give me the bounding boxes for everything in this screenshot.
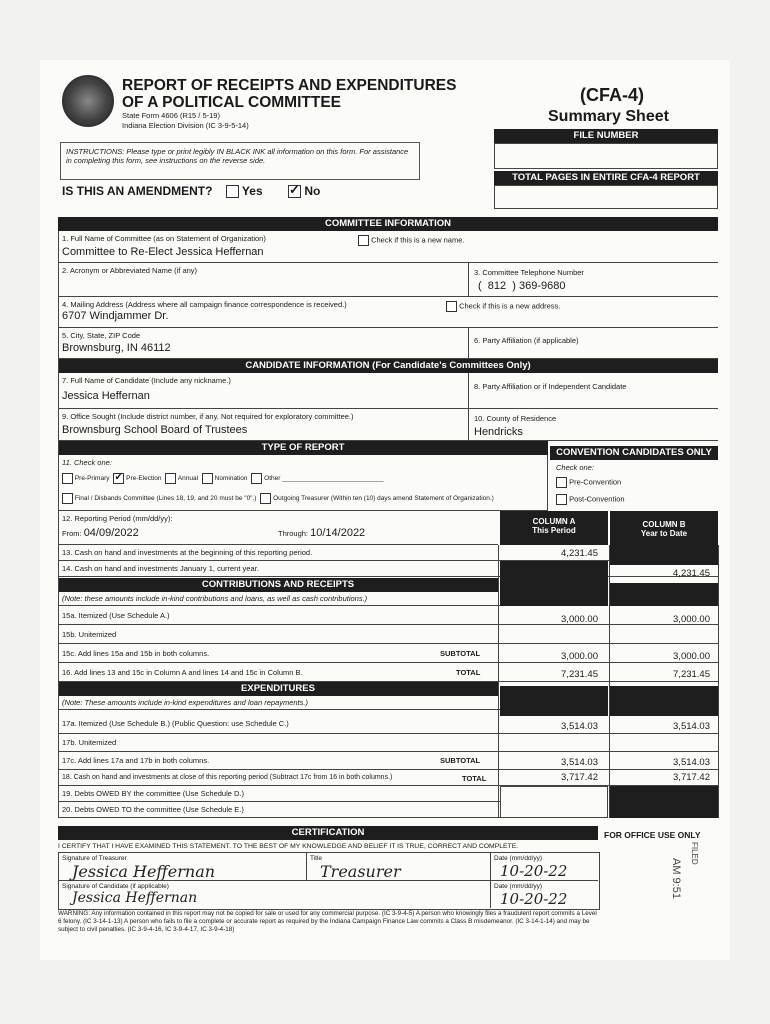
instructions: INSTRUCTIONS: Please type or print legibly IN BLACK INK all information on this form. For assistance in completing this form, see instructions on the reverse side. (60, 142, 420, 180)
line-15c-col-a: 3,000.00 (561, 651, 598, 662)
line-16-col-a: 7,231.45 (561, 669, 598, 680)
address-label: 4. Mailing Address (Address where all campaign finance correspondence is received.) (62, 300, 347, 309)
through-label: Through: (278, 529, 309, 538)
file-number-label: FILE NUMBER (494, 129, 718, 143)
line-18-total: TOTAL (462, 774, 487, 783)
contrib-col-b-blocked (610, 583, 718, 606)
county-value: Hendricks (474, 426, 523, 438)
phone-area: 812 (487, 280, 507, 292)
line-15c (58, 644, 718, 663)
committee-name-value: Committee to Re-Elect Jessica Heffernan (62, 246, 264, 258)
treasurer-signature: Jessica Heffernan (72, 862, 216, 881)
candidate-date: 10-20-22 (500, 890, 568, 908)
line-16 (58, 663, 718, 682)
city-label: 5. City, State, ZIP Code (62, 331, 141, 340)
line-16-total: TOTAL (456, 668, 481, 677)
certification-statement: I CERTIFY THAT I HAVE EXAMINED THIS STATEMENT. TO THE BEST OF MY KNOWLEDGE AND BELIEF IT IS TRUE, CORRECT AND COMPLETE. (58, 843, 519, 850)
amendment-label: IS THIS AN AMENDMENT? (62, 184, 213, 198)
address-value: 6707 Windjammer Dr. (62, 310, 169, 322)
report-type-row (58, 455, 548, 511)
candidate-name-value: Jessica Heffernan (62, 390, 150, 402)
line-13-col-a: 4,231.45 (561, 548, 598, 559)
pre-primary-label: Pre-Primary (74, 475, 110, 483)
filed-stamp: FILED (690, 842, 699, 865)
line-17c-col-a: 3,514.03 (561, 757, 598, 768)
candidate-label: Signature of Candidate (if applicable) (62, 883, 169, 890)
annual-checkbox[interactable] (165, 473, 176, 484)
date-label-treasurer: Date (mm/dd/yy) (494, 855, 543, 862)
acronym-label: 2. Acronym or Abbreviated Name (if any) (62, 266, 198, 275)
from-value: 04/09/2022 (83, 527, 139, 539)
line-14-col-b: 4,231.45 (673, 568, 710, 579)
line-17a-col-a: 3,514.03 (561, 721, 598, 732)
line-18-text: 18. Cash on hand and investments at close of this reporting period (Subtract 17c from 16 in both columns.) (62, 774, 393, 781)
check-one-label: 11. Check one: (62, 458, 112, 467)
amendment-yes-checkbox[interactable] (226, 185, 239, 198)
column-b-title (610, 520, 718, 538)
line-15b: 15b. Unitemized (58, 625, 718, 644)
debts-col-a-field[interactable] (500, 786, 608, 818)
line-19: 19. Debts OWED BY the committee (Use Schedule D.) (58, 786, 500, 802)
pre-convention-label: Pre-Convention (569, 477, 622, 487)
pre-election-checkbox[interactable] (113, 473, 124, 484)
office-label: 9. Office Sought (Include district number, if any. Not required for exploratory committee.) (62, 412, 354, 421)
line-15c-col-b: 3,000.00 (673, 651, 710, 662)
address-row (58, 297, 718, 328)
final-checkbox[interactable] (62, 493, 73, 504)
nomination-label: Nomination (214, 475, 248, 483)
sheet-title: Summary Sheet (548, 108, 669, 125)
report-type-header: TYPE OF REPORT (58, 441, 548, 455)
pre-convention-checkbox[interactable] (556, 477, 567, 488)
line-18 (58, 770, 718, 786)
total-pages-label: TOTAL PAGES IN ENTIRE CFA-4 REPORT (494, 171, 718, 185)
form-number: State Form 4606 (R15 / 5-19) (122, 111, 220, 120)
title-label: Title (310, 855, 323, 862)
post-convention-label: Post-Convention (569, 494, 625, 504)
column-a-title (500, 517, 608, 535)
pre-election-label: Pre-Election (126, 475, 162, 483)
candidate-signature: Jessica Heffernan (72, 890, 198, 906)
candidate-party-label: 8. Party Affiliation or if Independent Candidate (474, 382, 627, 391)
pre-convention-option (556, 477, 621, 488)
line-13: 13. Cash on hand and investments at the beginning of this reporting period. (58, 545, 718, 561)
line-15c-text: 15c. Add lines 15a and 15b in both columns. (62, 649, 210, 658)
annual-label: Annual (177, 475, 199, 483)
amendment-no-checkbox[interactable] (288, 185, 301, 198)
expenditures-note: (Note: These amounts include in-kind expenditures and loan repayments.) (58, 696, 500, 710)
date-label-candidate: Date (mm/dd/yy) (494, 883, 543, 890)
line-15a: 15a. Itemized (Use Schedule A.) (58, 606, 718, 625)
other-checkbox[interactable] (251, 473, 262, 484)
post-convention-checkbox[interactable] (556, 494, 567, 505)
title-value: Treasurer (320, 862, 401, 881)
post-convention-option (556, 494, 625, 505)
line-15a-col-b: 3,000.00 (673, 614, 710, 625)
treasurer-label: Signature of Treasurer (62, 855, 127, 862)
line-18-col-a: 3,717.42 (561, 772, 598, 783)
outgoing-checkbox[interactable] (260, 493, 271, 504)
line-14: 14. Cash on hand and investments January 1, current year. (58, 561, 718, 577)
file-number-field[interactable] (494, 143, 718, 169)
line-17c (58, 752, 718, 770)
office-row (58, 409, 718, 441)
committee-info-header: COMMITTEE INFORMATION (58, 217, 718, 231)
line-17c-col-b: 3,514.03 (673, 757, 710, 768)
final-label: Final / Disbands Committee (Lines 18, 19, and 20 must be "0".) (74, 495, 257, 503)
debts-col-b-blocked (610, 786, 718, 818)
amendment-no-label: No (304, 184, 321, 198)
outgoing-label: Outgoing Treasurer (Within ten (10) days amend Statement of Organization.) (273, 495, 494, 503)
state-seal-icon (62, 75, 114, 127)
candidate-name-row (58, 373, 718, 409)
office-use-label: FOR OFFICE USE ONLY (604, 830, 701, 840)
from-label: From: (62, 529, 82, 538)
form-title (122, 77, 456, 131)
party-label: 6. Party Affiliation (if applicable) (474, 336, 579, 345)
total-pages-field[interactable] (494, 185, 718, 209)
amendment-yes-label: Yes (241, 184, 263, 198)
title-line-1: REPORT OF RECEIPTS AND EXPENDITURES (122, 77, 457, 94)
county-label: 10. County of Residence (474, 414, 557, 423)
new-name-label: Check if this is a new name. (371, 235, 465, 245)
phone-number: 369-9680 (518, 280, 566, 292)
line-16-text: 16. Add lines 13 and 15c in Column A and lines 14 and 15c in Column B. (62, 668, 303, 677)
new-name-checkbox[interactable] (358, 235, 369, 246)
line-15a-col-a: 3,000.00 (561, 614, 598, 625)
pre-primary-checkbox[interactable] (62, 473, 73, 484)
final-options (62, 493, 494, 504)
period-row (58, 511, 498, 545)
col-a-sub: This Period (532, 526, 576, 535)
line-17a: 17a. Itemized (Use Schedule B.) (Public Question: use Schedule C.) (58, 712, 718, 734)
office-value: Brownsburg School Board of Trustees (62, 424, 248, 436)
col-b: COLUMN B (642, 520, 686, 529)
line-17c-text: 17c. Add lines 17a and 17b in both columns. (62, 756, 210, 765)
contributions-header: CONTRIBUTIONS AND RECEIPTS (58, 578, 498, 592)
report-options: Pre-Primary ✓ Pre-Election Annual Nomination Other ____________________________ (62, 473, 383, 484)
line-17c-subtotal: SUBTOTAL (440, 756, 481, 765)
treasurer-date: 10-20-22 (500, 862, 568, 880)
period-from (62, 527, 139, 539)
candidate-name-label: 7. Full Name of Candidate (Include any nickname.) (62, 376, 231, 385)
phone-value: ( 812 ) 369-9680 (478, 280, 566, 292)
contributions-note: (Note: these amounts include in-kind contributions and loans, as well as cash contributions.) (58, 592, 500, 606)
city-row (58, 328, 718, 359)
col-b-sub: Year to Date (640, 529, 688, 538)
line-14-col-a-blocked (500, 561, 608, 606)
line-20: 20. Debts OWED TO the committee (Use Schedule E.) (58, 802, 500, 818)
amendment-question (62, 184, 320, 198)
expenditures-header: EXPENDITURES (58, 682, 498, 696)
nomination-checkbox[interactable] (202, 473, 213, 484)
certification-header: CERTIFICATION (58, 826, 598, 840)
division: Indiana Election Division (IC 3-9-5-14) (122, 121, 249, 130)
candidate-info-header: CANDIDATE INFORMATION (For Candidate's Committees Only) (58, 359, 718, 373)
convention-header: CONVENTION CANDIDATES ONLY (550, 446, 718, 460)
new-address-label: Check if this is a new address. (459, 301, 561, 311)
city-value: Brownsburg, IN 46112 (62, 342, 171, 354)
time-stamp: AM 9:51 (670, 858, 682, 899)
phone-label: 3. Committee Telephone Number (474, 268, 584, 277)
title-line-2: OF A POLITICAL COMMITTEE (122, 94, 341, 111)
acronym-row (58, 263, 718, 297)
committee-name-row (58, 231, 718, 263)
form-code: (CFA-4) (580, 85, 644, 105)
line-16-col-b: 7,231.45 (673, 669, 710, 680)
through-value: 10/14/2022 (310, 527, 366, 539)
col-a: COLUMN A (532, 517, 576, 526)
line-15c-subtotal: SUBTOTAL (440, 649, 481, 658)
line-17b: 17b. Unitemized (58, 734, 718, 752)
new-address-checkbox[interactable] (446, 301, 457, 312)
line-18-col-b: 3,717.42 (673, 772, 710, 783)
line-17a-col-b: 3,514.03 (673, 721, 710, 732)
convention-check-one: Check one: (556, 463, 594, 472)
committee-name-label: 1. Full Name of Committee (as on Statement of Organization) (62, 234, 266, 243)
period-label: 12. Reporting Period (mm/dd/yy): (62, 514, 173, 523)
other-label: Other (264, 475, 281, 483)
warning-text: WARNING: Any information contained in this report may not be copied for sale or used for any commercial purpose. (IC 3-9-4-5) A person who knowingly files a fraudulent report commits a Level 6 felony. (IC 3-14-1-13) A person who fails to file a complete or accurate report as required by the Indiana Campaign Finance Law commits a Class B misdemeanor. (IC 3-14-1-14) and may be subject to civil penalties. (IC 3-9-4-16, IC 3-9-4-17, IC 3-9-4-18) (58, 910, 597, 933)
period-through (278, 527, 365, 539)
